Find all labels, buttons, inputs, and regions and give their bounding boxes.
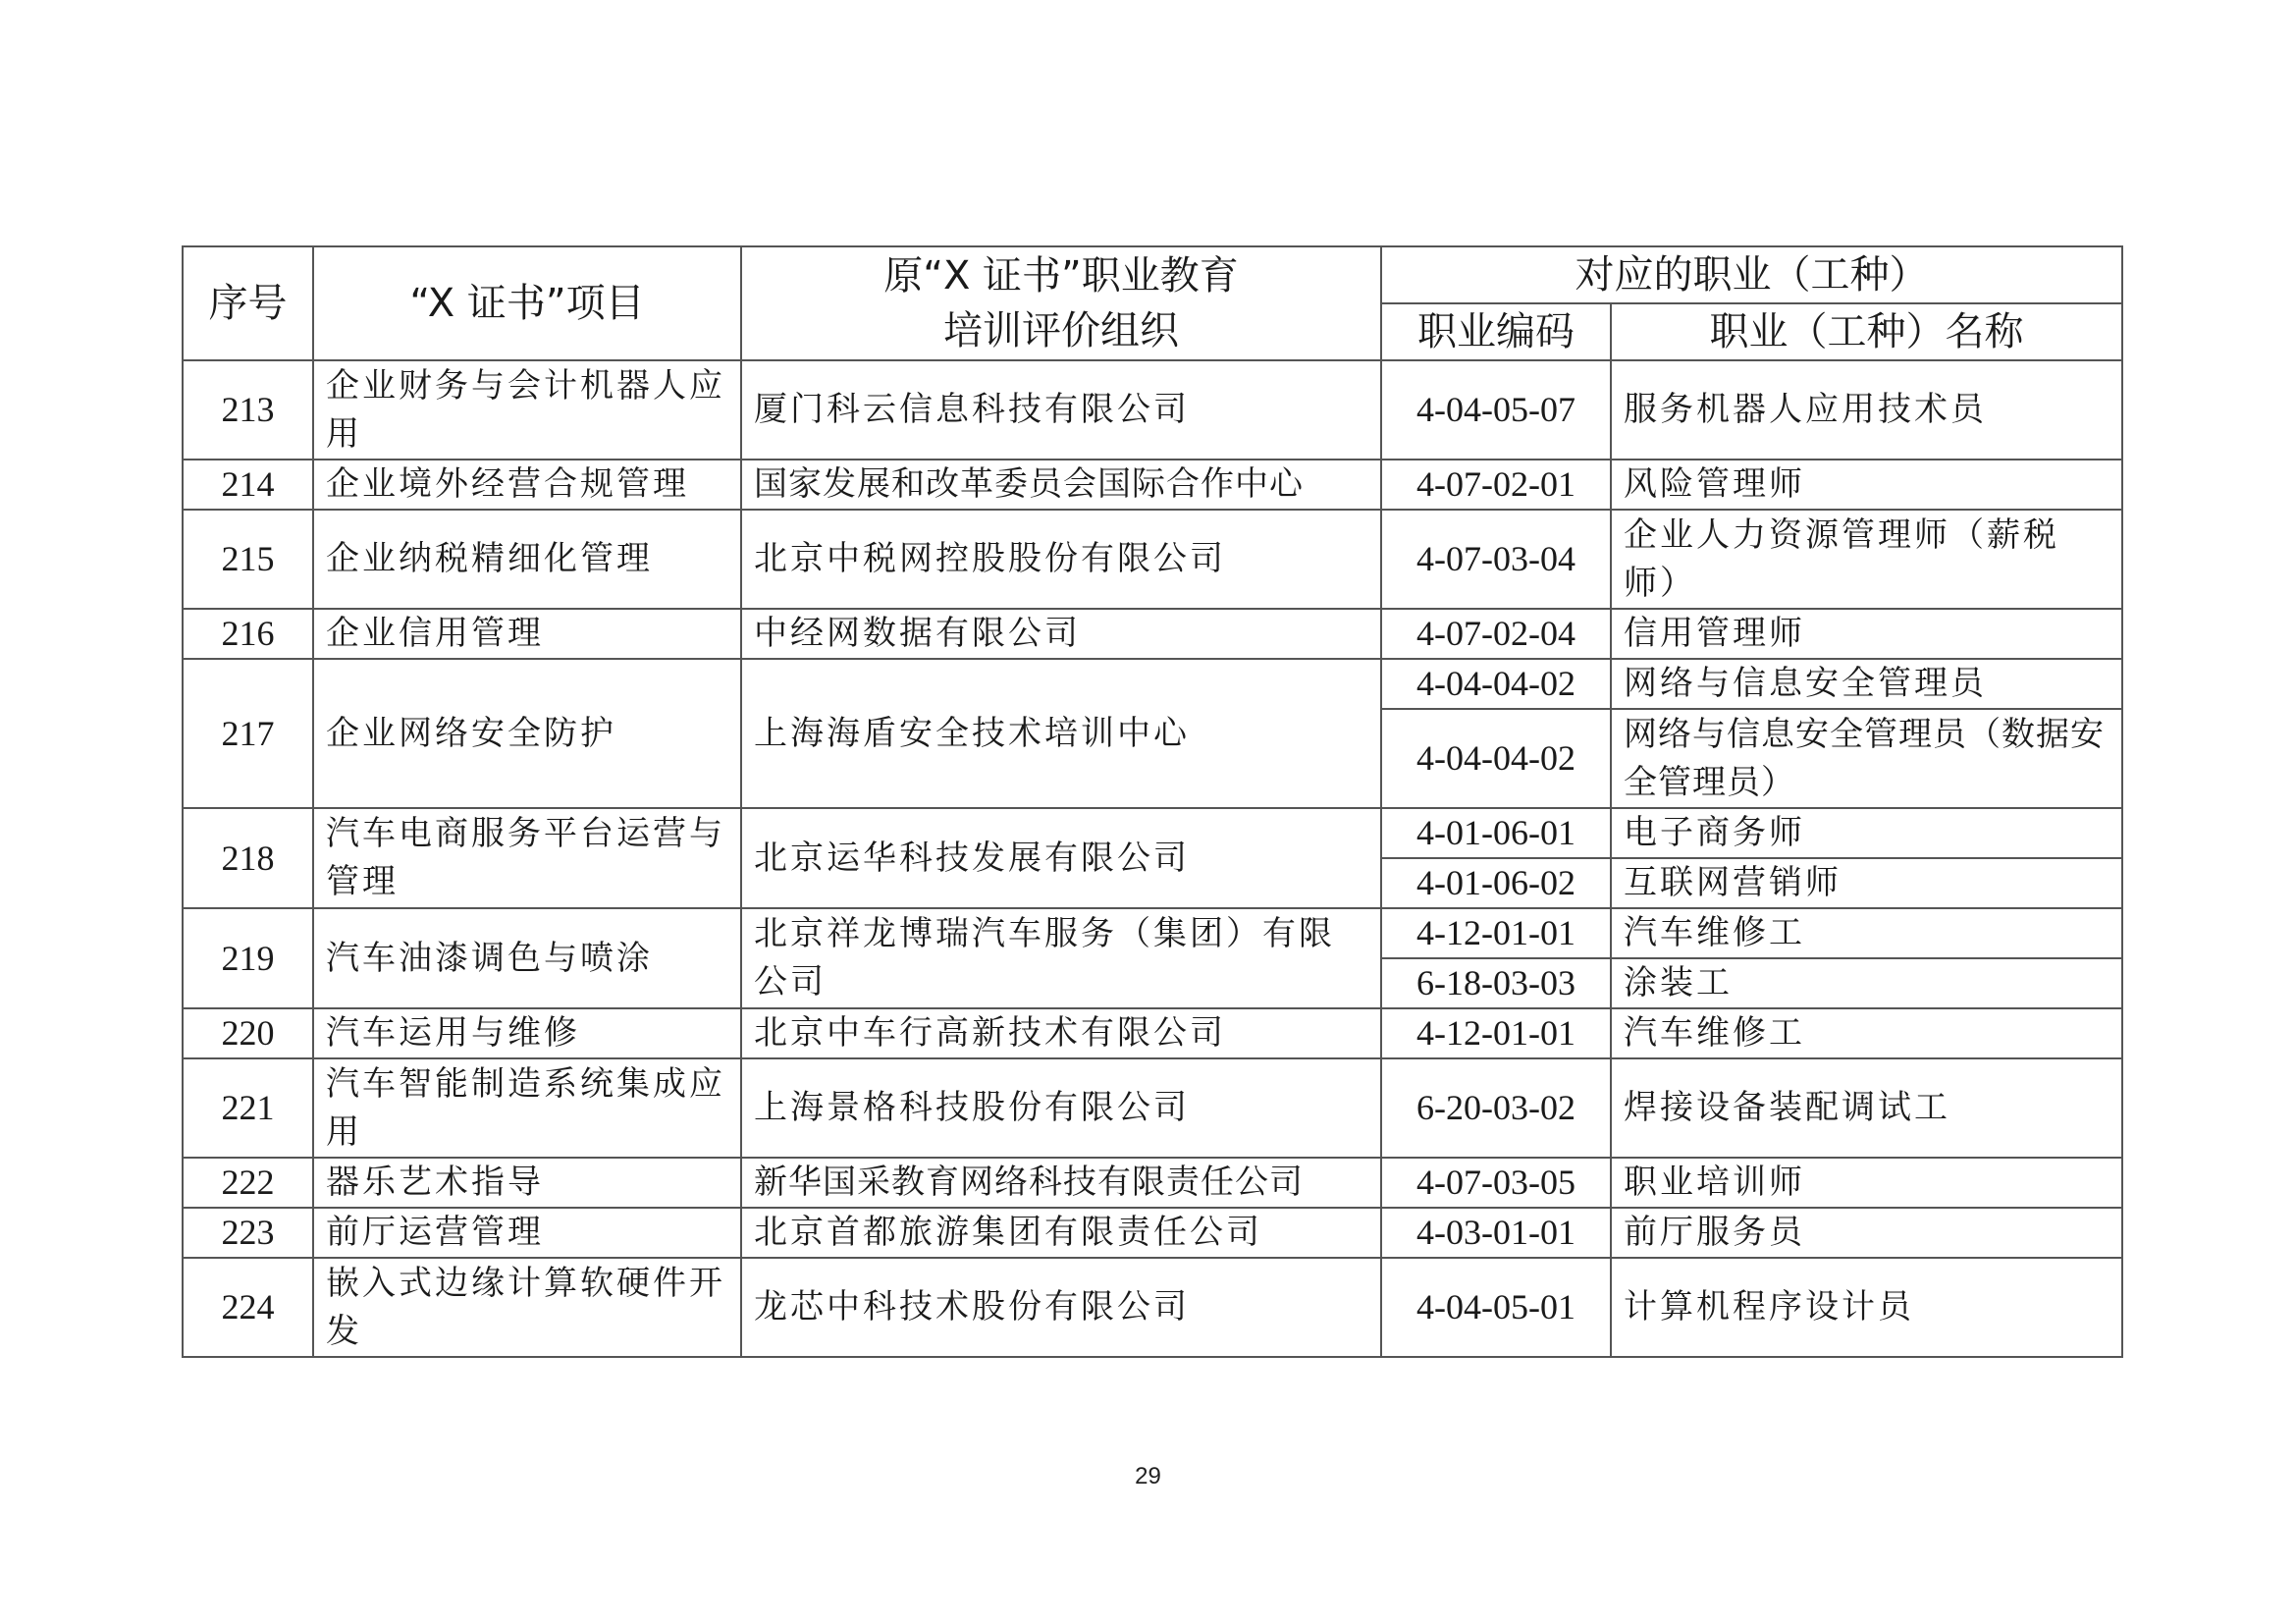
table-row [183,1208,2122,1258]
row-occupation-name: 汽车维修工 [1611,908,2122,958]
row-occupation-name: 互联网营销师 [1611,858,2122,908]
header-org-line1: 原“X 证书”职业教育 [883,253,1239,298]
table-row [183,1008,2122,1058]
row-number: 215 [183,510,313,609]
table-row [183,609,2122,659]
row-occupation-name: 焊接设备装配调试工 [1611,1058,2122,1158]
row-occupation-code: 4-04-04-02 [1381,709,1611,808]
row-occupation-code: 4-04-05-07 [1381,360,1611,460]
row-occupation-code: 6-20-03-02 [1381,1058,1611,1158]
row-number: 224 [183,1258,313,1357]
row-occupation-name: 职业培训师 [1611,1158,2122,1208]
certificate-table [182,245,2123,1358]
row-project: 前厅运营管理 [313,1208,741,1258]
header-row [183,246,2122,303]
row-org: 新华国采教育网络科技有限责任公司 [741,1158,1381,1208]
row-number: 219 [183,908,313,1008]
page-number: 29 [1135,1463,1161,1489]
table-row [183,808,2122,858]
row-occupation-code: 4-07-02-04 [1381,609,1611,659]
row-occupation-name: 电子商务师 [1611,808,2122,858]
row-number: 213 [183,360,313,460]
row-project: 汽车运用与维修 [313,1008,741,1058]
header-name: 职业（工种）名称 [1611,303,2122,360]
row-org: 北京首都旅游集团有限责任公司 [741,1208,1381,1258]
row-occupation-name: 网络与信息安全管理员 [1611,659,2122,709]
row-occupation-name: 计算机程序设计员 [1611,1258,2122,1357]
row-project: 汽车智能制造系统集成应用 [313,1058,741,1158]
table-row [183,460,2122,510]
row-occupation-name: 涂装工 [1611,958,2122,1008]
table-row [183,908,2122,958]
row-project: 器乐艺术指导 [313,1158,741,1208]
header-org [741,246,1381,360]
row-org: 中经网数据有限公司 [741,609,1381,659]
row-org: 北京运华科技发展有限公司 [741,808,1381,908]
row-number: 220 [183,1008,313,1058]
row-project: 企业信用管理 [313,609,741,659]
row-org: 国家发展和改革委员会国际合作中心 [741,460,1381,510]
table-row [183,510,2122,609]
row-org: 北京中税网控股股份有限公司 [741,510,1381,609]
header-occupation: 对应的职业（工种） [1381,246,2122,303]
row-occupation-code: 4-04-04-02 [1381,659,1611,709]
row-project: 企业网络安全防护 [313,659,741,808]
row-number: 217 [183,659,313,808]
table-row [183,1258,2122,1357]
row-org: 北京祥龙博瑞汽车服务（集团）有限公司 [741,908,1381,1008]
row-occupation-name: 企业人力资源管理师（薪税师） [1611,510,2122,609]
row-occupation-code: 4-07-03-04 [1381,510,1611,609]
row-occupation-name: 前厅服务员 [1611,1208,2122,1258]
table-row [183,659,2122,709]
row-occupation-name: 风险管理师 [1611,460,2122,510]
row-project: 汽车电商服务平台运营与管理 [313,808,741,908]
row-occupation-name: 汽车维修工 [1611,1008,2122,1058]
table-row [183,360,2122,460]
row-project: 企业纳税精细化管理 [313,510,741,609]
row-number: 223 [183,1208,313,1258]
row-occupation-code: 4-12-01-01 [1381,1008,1611,1058]
row-project: 汽车油漆调色与喷涂 [313,908,741,1008]
row-occupation-name: 信用管理师 [1611,609,2122,659]
row-number: 222 [183,1158,313,1208]
row-org: 北京中车行高新技术有限公司 [741,1008,1381,1058]
row-project: 嵌入式边缘计算软硬件开发 [313,1258,741,1357]
row-occupation-code: 4-01-06-01 [1381,808,1611,858]
row-number: 218 [183,808,313,908]
header-project: “X 证书”项目 [313,246,741,360]
table-row [183,1158,2122,1208]
row-occupation-code: 4-07-03-05 [1381,1158,1611,1208]
row-occupation-code: 4-12-01-01 [1381,908,1611,958]
row-occupation-code: 4-01-06-02 [1381,858,1611,908]
row-occupation-code: 4-04-05-01 [1381,1258,1611,1357]
header-seq: 序号 [183,246,313,360]
row-org: 上海景格科技股份有限公司 [741,1058,1381,1158]
row-project: 企业财务与会计机器人应用 [313,360,741,460]
row-project: 企业境外经营合规管理 [313,460,741,510]
row-number: 214 [183,460,313,510]
header-code: 职业编码 [1381,303,1611,360]
row-occupation-code: 4-07-02-01 [1381,460,1611,510]
row-occupation-code: 4-03-01-01 [1381,1208,1611,1258]
row-number: 216 [183,609,313,659]
row-org: 上海海盾安全技术培训中心 [741,659,1381,808]
row-number: 221 [183,1058,313,1158]
row-org: 龙芯中科技术股份有限公司 [741,1258,1381,1357]
row-occupation-code: 6-18-03-03 [1381,958,1611,1008]
row-occupation-name: 服务机器人应用技术员 [1611,360,2122,460]
row-org: 厦门科云信息科技有限公司 [741,360,1381,460]
table-row [183,1058,2122,1158]
row-occupation-name: 网络与信息安全管理员（数据安全管理员） [1611,709,2122,808]
header-org-line2: 培训评价组织 [943,308,1179,353]
